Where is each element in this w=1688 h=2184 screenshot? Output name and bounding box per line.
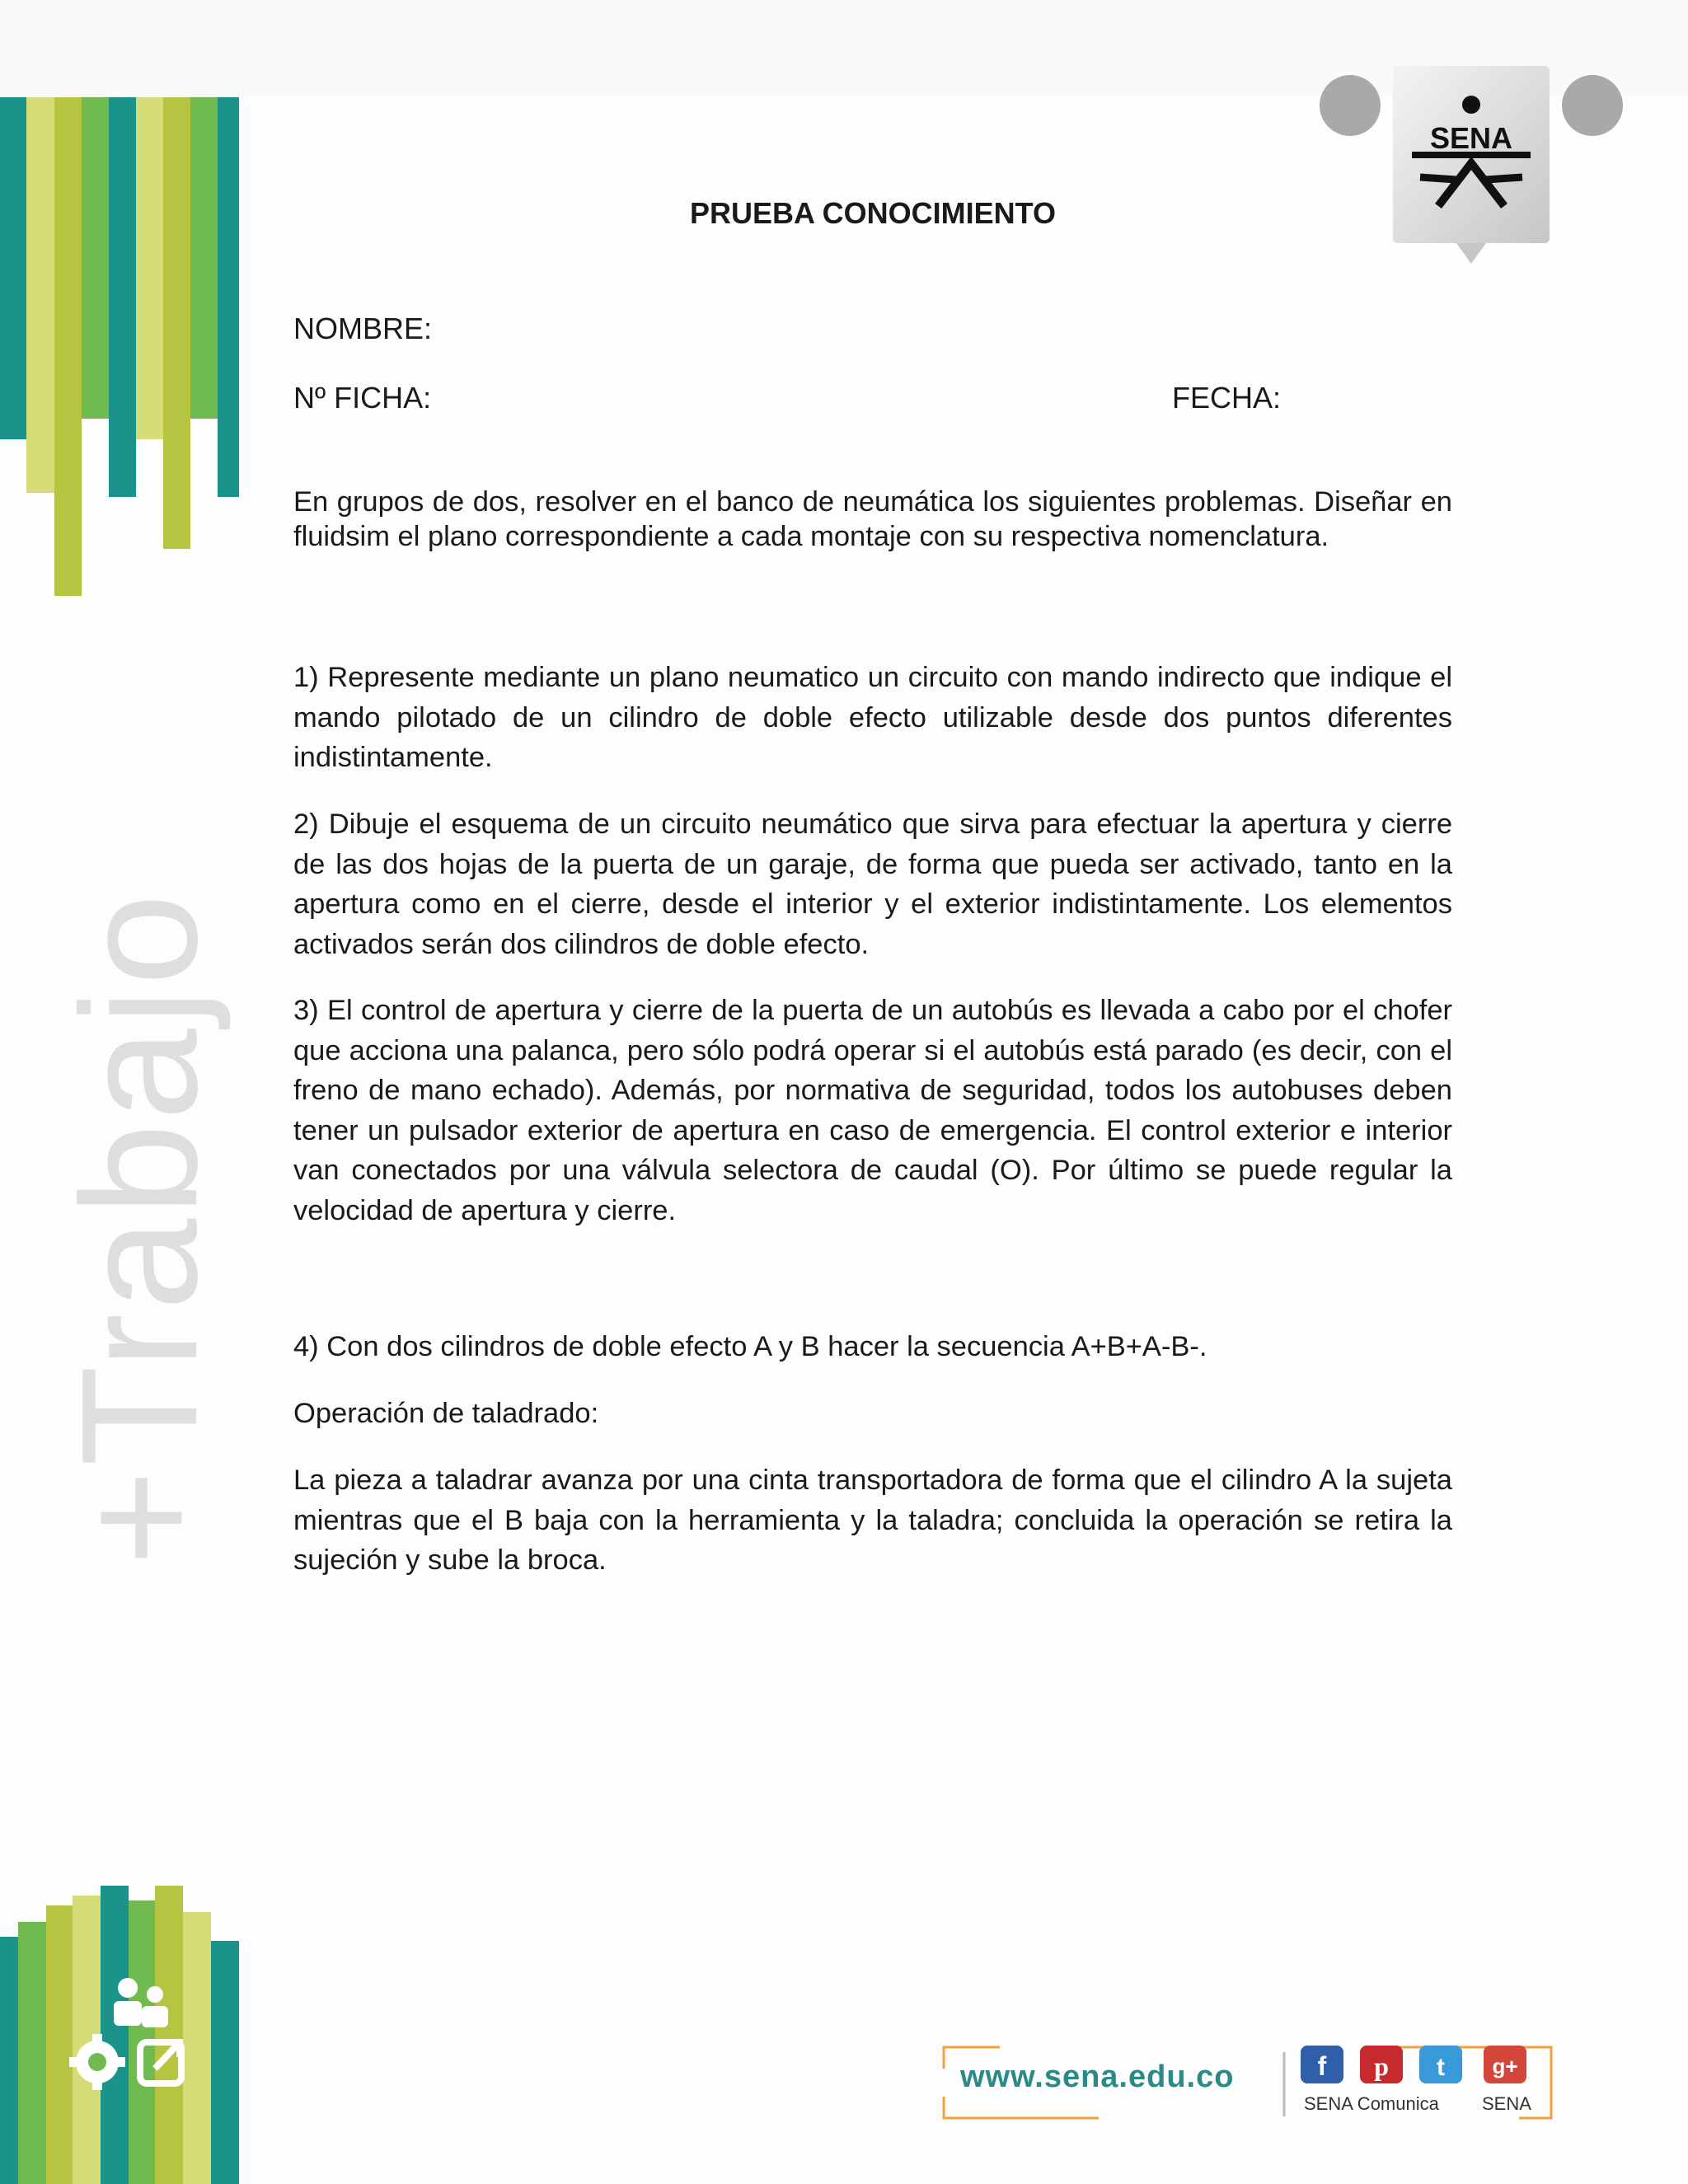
problem-3: 3) El control de apertura y cierre de la puerta de un autobús es llevada a cabo por el chofer que acciona una palanca, pero sólo podrá operar si el autobús está parado (es decir, con el freno de mano echado). Además, por normativa de seguridad, todos los autobuses deben tener un pulsador exterior de apertura en caso de emergencia. El control exterior e interior van conectados por una válvula selectora de caudal (O). Por último se puede regular la velocidad de apertura y cierre. <box>293 995 1452 1226</box>
google-plus-icon[interactable] <box>1484 2046 1526 2083</box>
decorative-stripes-top <box>0 97 239 600</box>
sidebar-watermark: +Trabajo <box>48 890 232 1566</box>
social-label-comunica: SENA Comunica <box>1304 2093 1439 2114</box>
nombre-label: NOMBRE: <box>293 312 433 345</box>
svg-text:p: p <box>1374 2051 1389 2081</box>
twitter-icon[interactable] <box>1419 2046 1462 2083</box>
fecha-label: FECHA: <box>1172 381 1282 415</box>
decorative-stripes-bottom <box>0 1764 239 2184</box>
svg-text:f: f <box>1317 2051 1327 2081</box>
problem-1: 1) Represente mediante un plano neumatico un circuito con mando indirecto que indique el mando pilotado de un cilindro de doble efecto utilizable desde dos puntos diferentes indistintamente. <box>293 662 1452 773</box>
svg-text:g+: g+ <box>1492 2054 1518 2079</box>
facebook-icon[interactable] <box>1301 2046 1343 2083</box>
ficha-label: Nº FICHA: <box>293 381 432 415</box>
operation-text: La pieza a taladrar avanza por una cinta transportadora de forma que el cilindro A la sujeta mientras que el B baja con la herramienta y la taladra; concluida la operación se retira la sujeción y sube la broca. <box>293 1465 1452 1576</box>
operation-title: Operación de taladrado: <box>293 1398 599 1429</box>
problem-4: 4) Con dos cilindros de doble efecto A y B hacer la secuencia A+B+A-B-. <box>293 1331 1207 1362</box>
social-label-sena: SENA <box>1482 2093 1531 2114</box>
svg-text:SENA: SENA <box>1429 121 1513 155</box>
website-link[interactable]: www.sena.edu.co <box>960 2060 1235 2094</box>
sena-logo <box>1315 66 1628 264</box>
page-title: PRUEBA CONOCIMIENTO <box>689 196 1057 230</box>
team-gear-icon <box>58 1970 198 2110</box>
intro-paragraph: En grupos de dos, resolver en el banco de neumática los siguientes problemas. Diseñar en fluidsim el plano correspondiente a cada montaje con su respectiva nomenclatura. <box>293 486 1452 552</box>
svg-text:t: t <box>1437 2054 1445 2081</box>
problem-2: 2) Dibuje el esquema de un circuito neumático que sirva para efectuar la apertura y cierre de las dos hojas de la puerta de un garaje, de forma que pueda ser activado, tanto en la apertura como en el cierre, desde el interior y el exterior indistintamente. Los elementos activados serán dos cilindros de doble efecto. <box>293 808 1452 960</box>
pinterest-icon[interactable] <box>1360 2046 1403 2083</box>
